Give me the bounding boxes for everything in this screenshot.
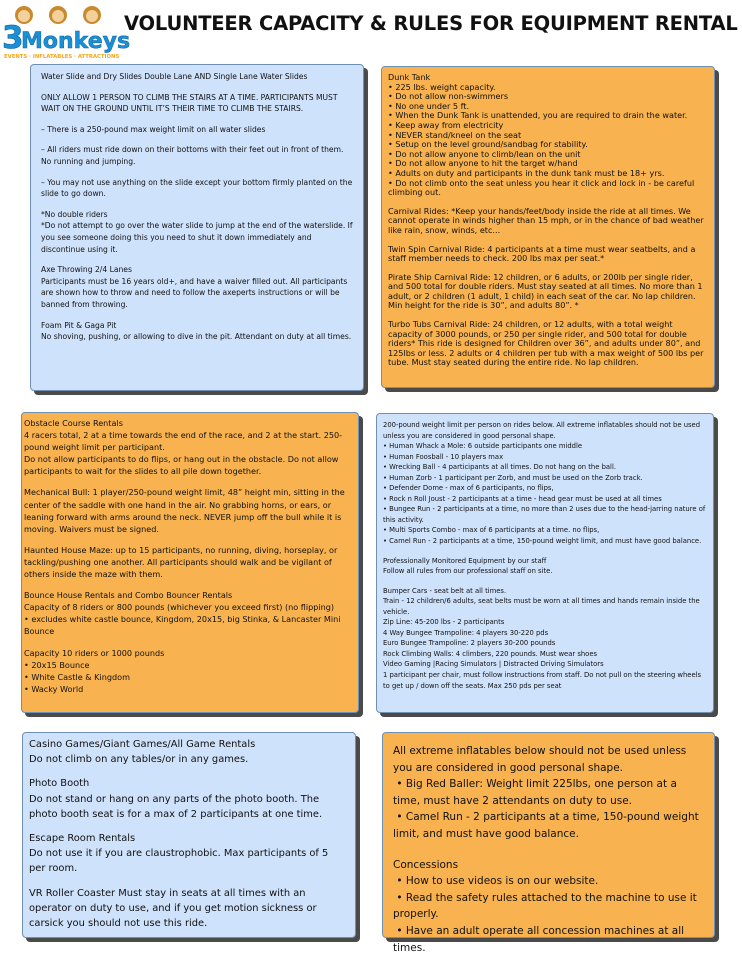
- dunk-rule: • Do not allow anyone to hit the target w/hand: [388, 158, 578, 169]
- ride-position-rule: – All riders must ride down on their bottoms with their feet out in front of them. No running and jumping.: [41, 145, 344, 166]
- euro-bungee-rule: Euro Bungee Trampoline: 2 players 30-200 pounds: [383, 639, 556, 648]
- carnival-rides-rule: Carnival Rides: *Keep your hands/feet/body inside the ride at all times. We cannot operate in winds higher than 15 mph, or in the chance of bad weather like rain, snow, winds, etc...: [388, 205, 704, 235]
- dunk-rule: • Setup on the level ground/sandbag for stability.: [388, 139, 588, 150]
- svg-text:EVENTS · INFLATABLES · ATTRACT: EVENTS · INFLATABLES · ATTRACTIONS: [4, 54, 120, 60]
- company-logo: [2, 4, 131, 62]
- concessions-title: Concessions: [393, 858, 459, 871]
- page-title: VOLUNTEER CAPACITY & RULES FOR EQUIPMENT RENTAL: [124, 12, 738, 35]
- monkey-icon: [15, 6, 101, 24]
- dunk-rule: • When the Dunk Tank is unattended, you are required to drain the water.: [388, 110, 688, 121]
- extreme-intro: 200-pound weight limit per person on rides below. All extreme inflatables should not be used unless you are considered in good personal shape.: [383, 421, 701, 440]
- weight-rule: – There is a 250-pound max weight limit on all water slides: [41, 124, 266, 134]
- extreme2-intro: All extreme inflatables below should not be used unless you are considered in good personal shape.: [393, 745, 687, 774]
- extreme-item: • Camel Run - 2 participants at a time, 150-pound weight limit, and must have good balance.: [383, 537, 702, 546]
- obstacle-bounce-panel: [21, 412, 359, 713]
- monkeys-logo-graphic: [2, 4, 131, 62]
- chair-rule: 1 participant per chair, must follow instructions from staff. Do not pull on the steering wheels to get up / down off the seats. Max 250 pds per seat: [383, 671, 702, 690]
- extreme2-item: • Big Red Baller: Weight limit 225lbs, one person at a time, must have 2 attendants on duty to use.: [393, 778, 677, 807]
- foam-pit-body: No shoving, pushing, or allowing to dive in the pit. Attendant on duty at all times.: [41, 332, 352, 342]
- casino-body: Do not climb on any tables/or in any games.: [29, 754, 249, 766]
- concessions-panel: [382, 732, 715, 954]
- extreme-item: • Human Whack a Mole: 6 outside participants one middle: [383, 442, 583, 451]
- bungee-4-way-rule: 4 Way Bungee Trampoline: 4 players 30-220 pds: [383, 628, 549, 637]
- bounce-capacity: Capacity of 8 riders or 800 pounds (whichever you exceed first) (no flipping): [24, 602, 335, 613]
- extreme-item: • Wrecking Ball - 4 participants at all times. Do not hang on the ball.: [383, 463, 616, 472]
- bounce-exclusions: • excludes white castle bounce, Kingdom, 20x15, big Stinka, & Lancaster Mini Bounce: [24, 614, 341, 637]
- bumper-cars-rule: Bumper Cars - seat belt at all times.: [383, 586, 507, 595]
- dunk-rule: • Adults on duty and participants in the dunk tank must be 18+ yrs.: [388, 167, 665, 178]
- no-double-riders: *No double riders: [41, 209, 108, 219]
- dunk-rule: • 225 lbs. weight capacity.: [388, 81, 496, 92]
- casino-title: Casino Games/Giant Games/All Game Rentals: [29, 739, 256, 750]
- extreme-inflatables-panel: [376, 413, 714, 713]
- haunted-house-rule: Haunted House Maze: up to 15 participants, no running, diving, horseplay, or tackling/pushing one another. All participants should walk and be vigilant of others inside the maze with them.: [24, 544, 338, 580]
- photo-booth-body: Do not stand or hang on any parts of the photo booth. The photo booth seat is for a max of 2 participants at one time.: [29, 793, 323, 820]
- foam-pit-title: Foam Pit & Gaga Pit: [41, 320, 117, 330]
- concessions-item: • Have an adult operate all concession machines at all times.: [393, 924, 685, 954]
- extreme-item: • Human Zorb - 1 participant per Zorb, and must be used on the Zorb track.: [383, 473, 643, 482]
- video-gaming-rule: Video Gaming |Racing Simulators | Distracted Driving Simulators: [383, 660, 604, 669]
- photo-booth-title: Photo Booth: [29, 778, 90, 790]
- train-rule: Train - 12 children/6 adults, seat belts must be worn at all times and hands remain inside the vehicle.: [383, 597, 700, 616]
- rock-climbing-rule: Rock Climbing Walls: 4 climbers, 220 pounds. Must wear shoes: [383, 649, 598, 658]
- obstacle-body-1: 4 racers total, 2 at a time towards the end of the race, and 2 at the start. 250-pound weight limit per participant.: [24, 430, 343, 453]
- obstacle-title: Obstacle Course Rentals: [24, 418, 123, 428]
- capacity-10-title: Capacity 10 riders or 1000 pounds: [24, 647, 165, 658]
- dunk-rule: • Do not allow non-swimmers: [388, 91, 509, 102]
- concessions-item: • Read the safety rules attached to the machine to use it properly.: [393, 891, 697, 921]
- extreme2-item: • Camel Run - 2 participants at a time, 150-pound weight limit, and must have good balance.: [393, 811, 699, 840]
- capacity-10-item: • 20x15 Bounce: [24, 659, 90, 670]
- extreme-item: • Rock n Roll Joust - 2 participants at a time - head gear must be used at all times: [383, 494, 662, 503]
- svg-text:3: 3: [2, 20, 24, 56]
- obstacle-body-2: Do not allow participants to do flips, or hang out in the obstacle. Do not allow participants to wait for the slides to all pile down together.: [24, 454, 339, 477]
- dunk-rule: • Keep away from electricity: [388, 119, 504, 130]
- water-slide-title: Water Slide and Dry Slides Double Lane AND Single Lane Water Slides: [41, 72, 308, 81]
- extreme-item: • Defender Dome - max of 6 participants, no flips,: [383, 484, 554, 493]
- extreme-item: • Bungee Run - 2 participants at a time, no more than 2 uses due to the head-jarring nature of this activity.: [383, 505, 706, 524]
- dunk-rule: • NEVER stand/kneel on the seat: [388, 129, 522, 140]
- monitored-title: Professionally Monitored Equipment by our staff: [383, 556, 547, 565]
- water-slide-rules-panel: [30, 64, 364, 391]
- svg-text:Monkeys: Monkeys: [21, 29, 131, 54]
- concessions-item: • How to use videos is on our website.: [393, 875, 599, 888]
- dunk-tank-carnival-panel: [381, 66, 715, 388]
- pirate-ship-rule: Pirate Ship Carnival Ride: 12 children, or 6 adults, or 200lb per single rider, and 500 total for double riders. Must stay seated at all times. No more than 1 adult, or 2 children (1 adult, 1 child) in each seat of the car. No lap children. Min height for the ride is 30”, and adults 80”. *: [388, 271, 703, 311]
- no-jump-rule: *Do not attempt to go over the water slide to jump at the end of the waterslide. If you see someone doing this you need to shut it down immediately and discontinue using it.: [41, 221, 353, 254]
- extreme-item: • Multi Sports Combo - max of 6 participants at a time. no flips,: [383, 526, 600, 535]
- dunk-rule: • Do not climb onto the seat unless you hear it click and lock in - be careful climbing out.: [388, 177, 695, 198]
- vr-roller-coaster-rule: VR Roller Coaster Must stay in seats at all times with an operator on duty to use, and if you get motion sickness or carsick you should not use this ride.: [29, 887, 317, 930]
- capacity-10-item: • Wacky World: [24, 683, 84, 694]
- nothing-else-rule: – You may not use anything on the slide except your bottom firmly planted on the slide to go down.: [41, 177, 353, 199]
- monitored-subtitle: Follow all rules from our professional staff on site.: [383, 567, 553, 576]
- dunk-rule: • Do not allow anyone to climb/lean on the unit: [388, 148, 581, 159]
- axe-throwing-title: Axe Throwing 2/4 Lanes: [41, 265, 132, 275]
- dunk-tank-title: Dunk Tank: [388, 72, 431, 82]
- casino-games-panel: [22, 732, 356, 938]
- escape-room-body: Do not use it if you are claustrophobic. Max participants of 5 per room.: [29, 848, 329, 875]
- axe-throwing-body: Participants must be 16 years old+, and have a waiver filled out. All participants are shown how to throw and need to follow the axeperts instructions or will be banned from throwing.: [41, 276, 348, 309]
- dunk-rule: • No one under 5 ft.: [388, 100, 470, 111]
- mechanical-bull-rule: Mechanical Bull: 1 player/250-pound weight limit, 48” height min, sitting in the center of the saddle with one hand in the air. No grabbing horns, or ears, or leaning forward with arms around the neck. NEVER jump off the bull while it is moving. Waivers must be signed.: [24, 487, 345, 534]
- capacity-10-item: • White Castle & Kingdom: [24, 671, 130, 682]
- bounce-house-title: Bounce House Rentals and Combo Bouncer Rentals: [24, 590, 233, 601]
- stairs-rule: ONLY ALLOW 1 PERSON TO CLIMB THE STAIRS AT A TIME. PARTICIPANTS MUST WAIT ON THE GROUND UNTIL IT’S THEIR TIME TO CLIMB THE STAIRS.: [41, 92, 338, 114]
- zip-line-rule: Zip Line: 45-200 lbs - 2 participants: [383, 618, 505, 627]
- turbo-tubs-rule: Turbo Tubs Carnival Ride: 24 children, or 12 adults, with a total weight capacity of 3000 pounds, or 250 per single rider, and 500 total for double riders* This ride is designed for Children over 36”, and adults under 80”, and 125lbs or less. 2 adults or 4 children per tub with a max weight of 500 lbs per tube. Must stay seated during the entire ride. No lap children.: [388, 319, 704, 368]
- escape-room-title: Escape Room Rentals: [29, 833, 136, 845]
- twin-spin-rule: Twin Spin Carnival Ride: 4 participants at a time must wear seatbelts, and a staff member needs to check. 200 lbs max per seat.*: [388, 243, 696, 264]
- extreme-item: • Human Foosball - 10 players max: [383, 452, 504, 461]
